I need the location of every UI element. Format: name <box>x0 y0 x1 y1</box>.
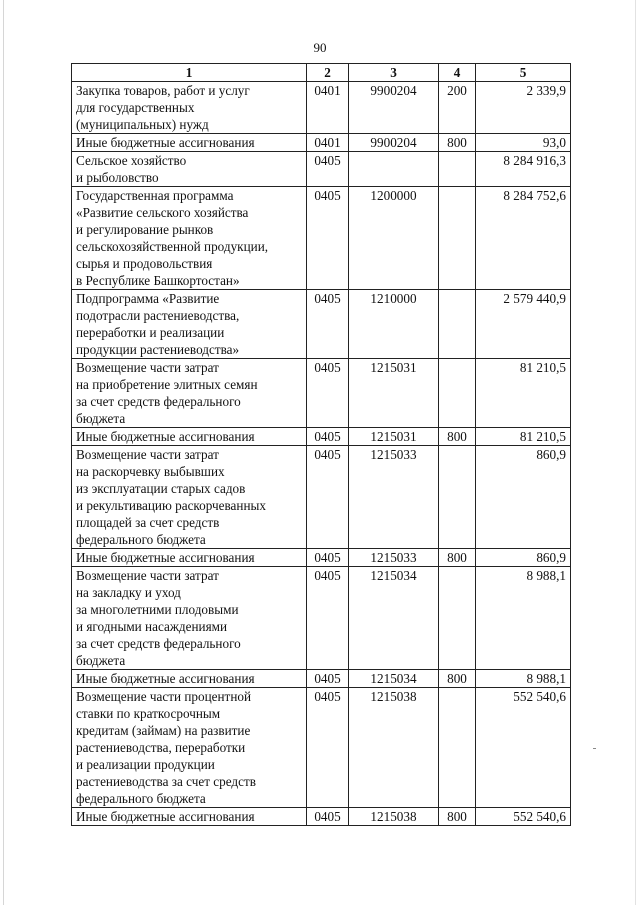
cell-expense-type: 800 <box>439 808 476 826</box>
cell-target-code: 1215038 <box>349 688 439 808</box>
cell-expense-type <box>439 187 476 290</box>
cell-section-code: 0405 <box>307 567 349 670</box>
cell-amount: 552 540,6 <box>476 808 571 826</box>
cell-expense-type: 200 <box>439 82 476 134</box>
cell-section-code: 0405 <box>307 359 349 428</box>
cell-section-code: 0405 <box>307 428 349 446</box>
scan-edge-right <box>635 0 636 905</box>
cell-amount: 2 579 440,9 <box>476 290 571 359</box>
cell-expense-type: 800 <box>439 549 476 567</box>
cell-expense-type <box>439 152 476 187</box>
cell-section-code: 0405 <box>307 808 349 826</box>
cell-amount: 2 339,9 <box>476 82 571 134</box>
cell-target-code: 1210000 <box>349 290 439 359</box>
header-col-4: 4 <box>439 64 476 82</box>
cell-name: Сельское хозяйство и рыболовство <box>72 152 307 187</box>
cell-amount: 81 210,5 <box>476 428 571 446</box>
cell-expense-type: 800 <box>439 134 476 152</box>
cell-amount: 860,9 <box>476 446 571 549</box>
cell-name: Возмещение части затрат на раскорчевку выбывших из эксплуатации старых садов и рекультивацию раскорчеванных площадей за счет средств федерального бюджета <box>72 446 307 549</box>
table-row <box>72 290 571 359</box>
table-row <box>72 567 571 670</box>
cell-target-code <box>349 152 439 187</box>
header-col-3: 3 <box>349 64 439 82</box>
cell-target-code: 1215031 <box>349 428 439 446</box>
cell-target-code: 1215031 <box>349 359 439 428</box>
cell-target-code: 1215038 <box>349 808 439 826</box>
cell-target-code: 9900204 <box>349 82 439 134</box>
cell-name: Возмещение части затрат на закладку и уход за многолетними плодовыми и ягодными насаждениями за счет средств федерального бюджета <box>72 567 307 670</box>
cell-target-code: 1200000 <box>349 187 439 290</box>
budget-table <box>71 63 571 826</box>
cell-section-code: 0401 <box>307 134 349 152</box>
cell-target-code: 1215034 <box>349 567 439 670</box>
cell-section-code: 0405 <box>307 187 349 290</box>
table-header <box>72 64 571 82</box>
cell-target-code: 1215033 <box>349 549 439 567</box>
cell-expense-type: 800 <box>439 670 476 688</box>
cell-name: Иные бюджетные ассигнования <box>72 670 307 688</box>
header-col-5: 5 <box>476 64 571 82</box>
table-row <box>72 808 571 826</box>
cell-section-code: 0405 <box>307 152 349 187</box>
cell-amount: 552 540,6 <box>476 688 571 808</box>
cell-name: Иные бюджетные ассигнования <box>72 134 307 152</box>
header-col-2: 2 <box>307 64 349 82</box>
table-row <box>72 428 571 446</box>
page-number: 90 <box>313 40 327 55</box>
cell-name: Возмещение части затрат на приобретение элитных семян за счет средств федерального бюджета <box>72 359 307 428</box>
cell-section-code: 0405 <box>307 688 349 808</box>
cell-amount: 81 210,5 <box>476 359 571 428</box>
table-row <box>72 446 571 549</box>
table-row <box>72 359 571 428</box>
table-row <box>72 549 571 567</box>
cell-section-code: 0405 <box>307 290 349 359</box>
cell-name: Иные бюджетные ассигнования <box>72 428 307 446</box>
cell-section-code: 0405 <box>307 670 349 688</box>
cell-section-code: 0405 <box>307 446 349 549</box>
cell-name: Подпрограмма «Развитие подотрасли растениеводства, переработки и реализации продукции растениеводства» <box>72 290 307 359</box>
cell-expense-type <box>439 688 476 808</box>
cell-section-code: 0401 <box>307 82 349 134</box>
cell-name: Закупка товаров, работ и услуг для государственных (муниципальных) нужд <box>72 82 307 134</box>
table-row <box>72 187 571 290</box>
cell-expense-type <box>439 359 476 428</box>
cell-name: Возмещение части процентной ставки по краткосрочным кредитам (займам) на развитие растениеводства, переработки и реализации продукции растениеводства за счет средств федерального бюджета <box>72 688 307 808</box>
cell-amount: 93,0 <box>476 134 571 152</box>
cell-target-code: 1215034 <box>349 670 439 688</box>
cell-target-code: 1215033 <box>349 446 439 549</box>
cell-section-code: 0405 <box>307 549 349 567</box>
cell-amount: 8 284 916,3 <box>476 152 571 187</box>
table-row <box>72 82 571 134</box>
cell-amount: 860,9 <box>476 549 571 567</box>
scan-mark <box>593 748 596 749</box>
cell-amount: 8 988,1 <box>476 670 571 688</box>
table-body <box>72 82 571 826</box>
header-row <box>72 64 571 82</box>
scan-edge-left <box>3 0 4 905</box>
cell-expense-type <box>439 446 476 549</box>
cell-name: Государственная программа «Развитие сельского хозяйства и регулирование рынков сельскохозяйственной продукции, сырья и продовольствия в Республике Башкортостан» <box>72 187 307 290</box>
table-row <box>72 134 571 152</box>
cell-amount: 8 988,1 <box>476 567 571 670</box>
cell-name: Иные бюджетные ассигнования <box>72 549 307 567</box>
table-row <box>72 688 571 808</box>
cell-name: Иные бюджетные ассигнования <box>72 808 307 826</box>
cell-target-code: 9900204 <box>349 134 439 152</box>
cell-expense-type: 800 <box>439 428 476 446</box>
cell-expense-type <box>439 567 476 670</box>
table-row <box>72 152 571 187</box>
header-col-1: 1 <box>72 64 307 82</box>
table-row <box>72 670 571 688</box>
cell-amount: 8 284 752,6 <box>476 187 571 290</box>
cell-expense-type <box>439 290 476 359</box>
